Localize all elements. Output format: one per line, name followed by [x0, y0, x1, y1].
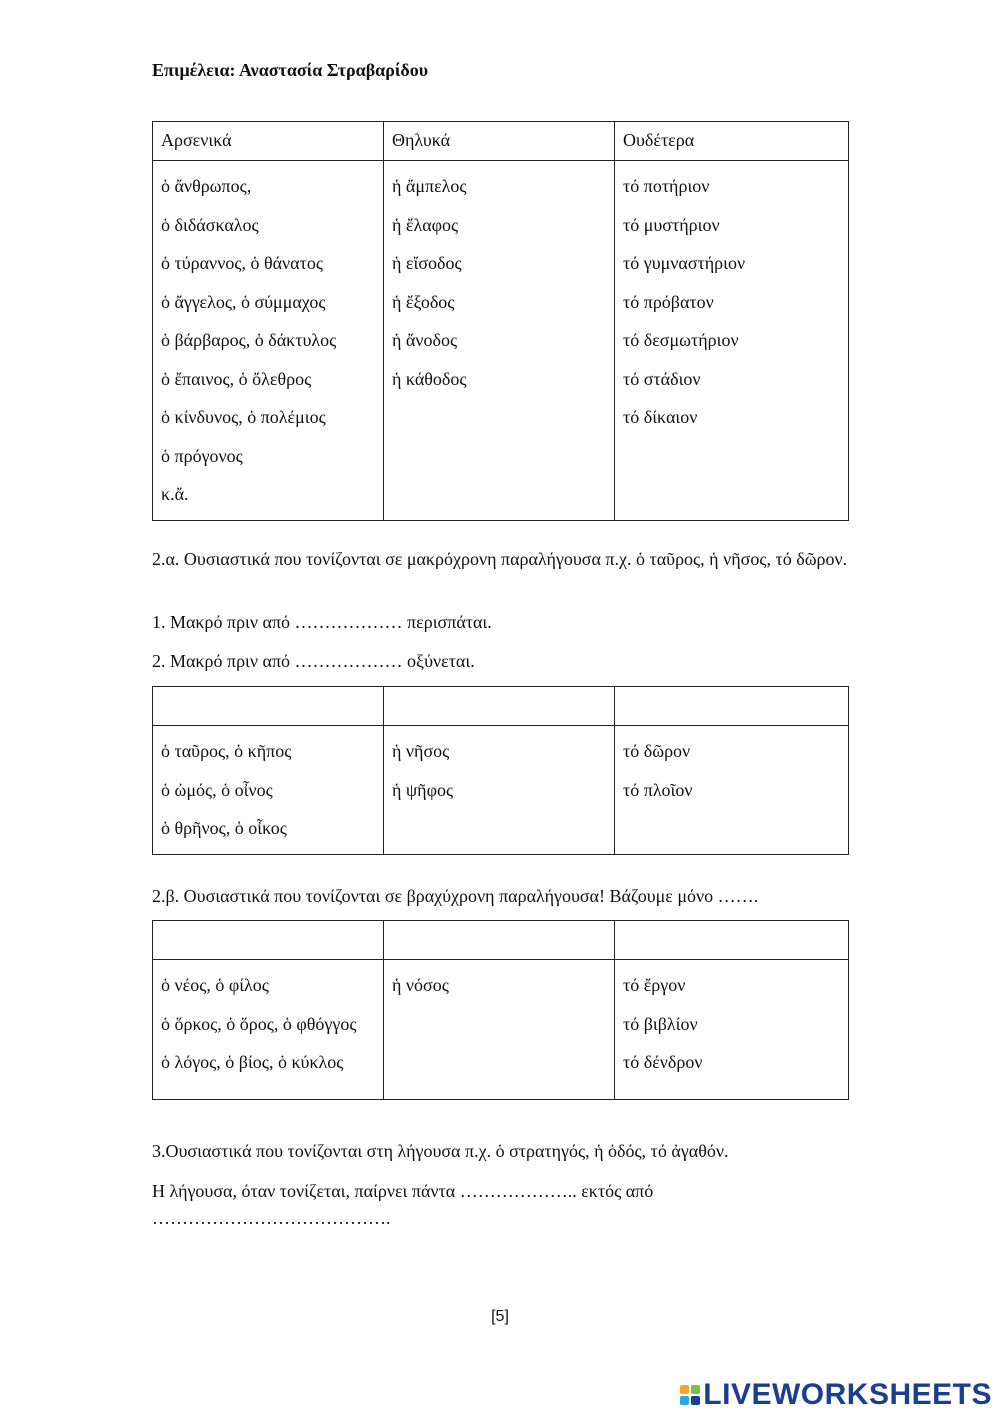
neuter-list: [615, 161, 849, 521]
header-neuter: Ουδέτερα: [615, 122, 849, 161]
list-item: ὁ ταῦρος, ὁ κῆπος: [161, 741, 292, 761]
feminine-list: [384, 726, 615, 855]
author-credit: Επιμέλεια: Αναστασία Στραβαρίδου: [152, 60, 429, 80]
list-item: ὁ λόγος, ὁ βίος, ὁ κύκλος: [161, 1051, 344, 1072]
list-item: τό γυμναστήριον: [623, 253, 746, 273]
blank-header-cell[interactable]: [153, 921, 384, 960]
list-item: ἡ νόσος: [392, 975, 449, 995]
list-item: ἡ ψῆφος: [392, 779, 454, 800]
list-item: ὁ βάρβαρος, ὁ δάκτυλος: [161, 330, 337, 350]
list-item: τό δένδρον: [623, 1052, 703, 1072]
logo-grid-icon: [680, 1385, 700, 1405]
list-item: ἡ ἔλαφος: [392, 214, 459, 235]
page-number: [5]: [491, 1308, 509, 1325]
list-item: τό δεσμωτήριον: [623, 330, 739, 350]
list-item: ἡ ἄμπελος: [392, 176, 467, 196]
masculine-list: [153, 726, 384, 855]
list-item: ὁ ὅρκος, ὁ ὅρος, ὁ φθόγγος: [161, 1013, 357, 1034]
section-3-heading: 3.Ουσιαστικά που τονίζονται στη λήγουσα π.χ. ὁ στρατηγός, ἡ ὁδός, τό ἀγαθόν.: [152, 1141, 729, 1161]
header-feminine: Θηλυκά: [384, 122, 615, 161]
list-item: ὁ ὠμός, ὁ οἶνος: [161, 779, 273, 800]
list-item: ὁ νέος, ὁ φίλος: [161, 975, 269, 995]
list-item: ὁ πρόγονος: [161, 445, 243, 466]
list-item: ὁ διδάσκαλος: [161, 214, 259, 235]
list-item: τό βιβλίον: [623, 1013, 698, 1034]
masculine-list: [153, 161, 384, 521]
section-2b-heading: 2.β. Ουσιαστικά που τονίζονται σε βραχύχρονη παραλήγουσα! Βάζουμε μόνο …….: [152, 886, 759, 906]
blank-header-cell[interactable]: [384, 687, 615, 726]
list-item: ἡ εἴσοδος: [392, 253, 462, 273]
list-item: τό πρόβατον: [623, 291, 714, 312]
blank-header-cell[interactable]: [153, 687, 384, 726]
list-item: ὁ κίνδυνος, ὁ πολέμιος: [161, 407, 326, 427]
blank-header-cell[interactable]: [615, 921, 849, 960]
list-item: κ.ἄ.: [161, 484, 189, 504]
feminine-list: [384, 161, 615, 521]
masculine-list: [153, 960, 384, 1100]
neuter-list: [615, 960, 849, 1100]
logo-text: LIVEWORKSHEETS: [703, 1378, 992, 1411]
section-3-text-line-2: ………………………………….: [152, 1208, 391, 1228]
list-item: ὁ ἔπαινος, ὁ ὄλεθρος: [161, 368, 312, 389]
list-item: τό μυστήριον: [623, 214, 720, 235]
blank-header-cell[interactable]: [615, 687, 849, 726]
list-item: τό ἔργον: [623, 975, 686, 995]
noun-table-1: [152, 121, 849, 521]
rule-2: 2. Μακρό πριν από ……………… οξύνεται.: [152, 651, 475, 671]
liveworksheets-logo[interactable]: [680, 1378, 992, 1412]
noun-table-3: [152, 920, 849, 1100]
blank-header-cell[interactable]: [384, 921, 615, 960]
list-item: ὁ θρῆνος, ὁ οἶκος: [161, 818, 287, 838]
header-masculine: Αρσενικά: [153, 122, 384, 161]
noun-table-2: [152, 686, 849, 855]
list-item: τό δῶρον: [623, 741, 691, 761]
list-item: ὁ ἄγγελος, ὁ σύμμαχος: [161, 291, 326, 312]
list-item: τό στάδιον: [623, 368, 701, 389]
list-item: ἡ κάθοδος: [392, 368, 467, 389]
list-item: ἡ νῆσος: [392, 741, 450, 761]
list-item: ἡ ἄνοδος: [392, 330, 458, 350]
list-item: τό δίκαιον: [623, 407, 698, 427]
section-3-text-line-1: Η λήγουσα, όταν τονίζεται, παίρνει πάντα ……………….. εκτός από: [152, 1181, 654, 1201]
list-item: ἡ ἔξοδος: [392, 291, 455, 312]
list-item: τό ποτήριον: [623, 176, 710, 196]
list-item: ὁ τύραννος, ὁ θάνατος: [161, 253, 323, 273]
feminine-list: [384, 960, 615, 1100]
list-item: τό πλοῖον: [623, 779, 693, 800]
section-2a-heading: 2.α. Ουσιαστικά που τονίζονται σε μακρόχρονη παραλήγουσα π.χ. ὁ ταῦρος, ἡ νῆσος, τό δῶρον.: [152, 549, 848, 569]
neuter-list: [615, 726, 849, 855]
list-item: ὁ ἄνθρωπος,: [161, 176, 252, 196]
rule-1: 1. Μακρό πριν από ……………… περισπάται.: [152, 612, 492, 632]
